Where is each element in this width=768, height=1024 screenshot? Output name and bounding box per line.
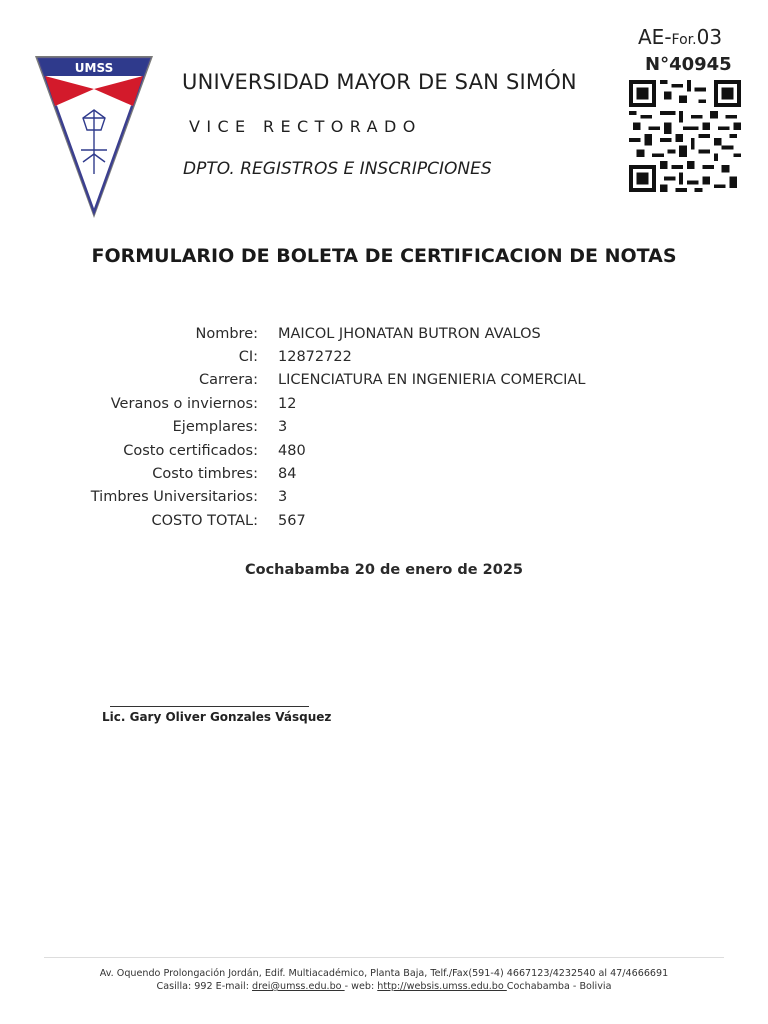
field-value: 12: [278, 395, 297, 412]
qr-code: [626, 80, 744, 192]
form-code-small: For.: [671, 32, 697, 48]
department-name: DPTO. REGISTROS E INSCRIPCIONES: [183, 159, 492, 179]
issue-date: Cochabamba 20 de enero de 2025: [244, 562, 524, 578]
field-label: Carrera:: [198, 372, 258, 389]
signature-line: [110, 706, 309, 707]
logo-text: UMSS: [74, 61, 114, 75]
vice-rectorado: VICE RECTORADO: [189, 117, 422, 136]
field-value: 3: [278, 419, 288, 436]
field-label: Ejemplares:: [172, 419, 258, 436]
document-title: FORMULARIO DE BOLETA DE CERTIFICACION DE NOTAS: [91, 245, 677, 267]
field-label: COSTO TOTAL:: [151, 512, 258, 529]
footer-contact: [0, 980, 768, 993]
field-value: 480: [278, 442, 306, 459]
footer-city: Cochabamba - Bolivia: [506, 981, 612, 992]
footer-web-label: - web:: [344, 981, 378, 992]
field-value: 84: [278, 466, 297, 483]
field-row-nombre: [60, 322, 700, 345]
field-row-veranos: [60, 392, 700, 415]
footer: [0, 967, 768, 993]
field-row-costo-total: [60, 509, 700, 532]
field-row-timbres-universitarios: [60, 486, 700, 509]
university-name: UNIVERSIDAD MAYOR DE SAN SIMÓN: [182, 70, 577, 94]
form-code: [638, 25, 722, 49]
fields-table: [60, 322, 700, 533]
field-value: LICENCIATURA EN INGENIERIA COMERCIAL: [278, 372, 586, 389]
form-code-prefix: AE-: [638, 25, 672, 49]
field-row-ejemplares: [60, 416, 700, 439]
field-value: 12872722: [278, 349, 352, 366]
footer-casilla: Casilla: 992 E-mail:: [156, 981, 253, 992]
field-label: Nombre:: [195, 325, 258, 342]
field-label: Veranos o inviernos:: [110, 395, 258, 412]
footer-address: Av. Oquendo Prolongación Jordán, Edif. Multiacadémico, Planta Baja, Telf./Fax(591-4) 4667123/4232540 al 47/4666691: [99, 968, 669, 979]
field-value: 567: [278, 512, 306, 529]
website-link[interactable]: http://websis.umss.edu.bo: [377, 981, 507, 992]
field-row-costo-timbres: [60, 462, 700, 485]
signatory-name: Lic. Gary Oliver Gonzales Vásquez: [102, 710, 332, 724]
field-row-ci: [60, 345, 700, 368]
field-label: Costo timbres:: [152, 466, 258, 483]
field-value: MAICOL JHONATAN BUTRON AVALOS: [278, 325, 541, 342]
form-number: N°40945: [645, 54, 732, 75]
field-value: 3: [278, 489, 288, 506]
field-row-carrera: [60, 369, 700, 392]
footer-divider: [44, 957, 724, 958]
field-label: Costo certificados:: [123, 442, 258, 459]
email-link[interactable]: drei@umss.edu.bo: [252, 981, 345, 992]
field-label: CI:: [238, 349, 258, 366]
field-label: Timbres Universitarios:: [90, 489, 258, 506]
field-row-costo-certificados: [60, 439, 700, 462]
form-code-suffix: 03: [696, 25, 723, 49]
umss-logo: [33, 54, 155, 220]
